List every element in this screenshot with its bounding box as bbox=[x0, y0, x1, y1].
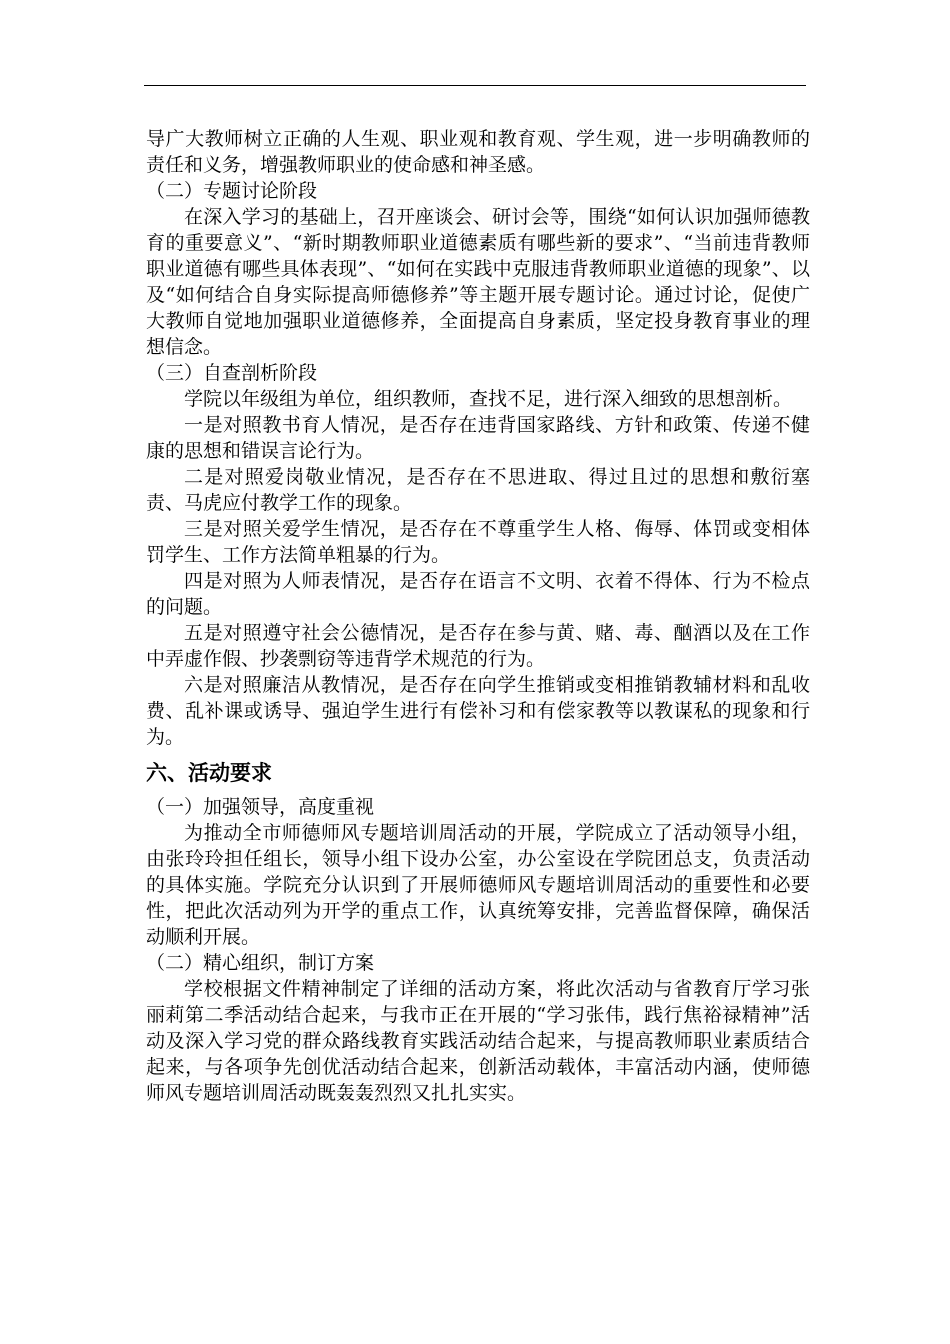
paragraph-item-2: 二是对照爱岗敬业情况，是否存在不思进取、得过且过的思想和敷衍塞责、马虎应付教学工作的现象。 bbox=[146, 466, 810, 514]
paragraph-item-5: 五是对照遵守社会公德情况，是否存在参与黄、赌、毒、酗酒以及在工作中弄虚作假、抄袭剽窃等违背学术规范的行为。 bbox=[146, 622, 810, 670]
subheading-organization: （二）精心组织，制订方案 bbox=[146, 952, 375, 974]
paragraph-self-examination: 学院以年级组为单位，组织教师，查找不足，进行深入细致的思想剖析。 bbox=[184, 388, 793, 410]
paragraph-leadership: 为推动全市师德师风专题培训周活动的开展，学院成立了活动领导小组，由张玲玲担任组长，领导小组下设办公室，办公室设在学院团总支，负责活动的具体实施。学院充分认识到了开展师德师风专题培训周活动的重要性和必要性，把此次活动列为开学的重点工作，认真统筹安排，完善监督保障，确保活动顺利开展。 bbox=[146, 822, 810, 948]
paragraph-organization: 学校根据文件精神制定了详细的活动方案，将此次活动与省教育厅学习张丽莉第二季活动结合起来，与我市正在开展的“学习张伟，践行焦裕禄精神”活动及深入学习党的群众路线教育实践活动结合起来，与提高教师职业素质结合起来，与各项争先创优活动结合起来，创新活动载体，丰富活动内涵，使师德师风专题培训周活动既轰轰烈烈又扎扎实实。 bbox=[146, 978, 810, 1104]
paragraph-item-3: 三是对照关爱学生情况，是否存在不尊重学生人格、侮辱、体罚或变相体罚学生、工作方法简单粗暴的行为。 bbox=[146, 518, 810, 566]
paragraph-item-4: 四是对照为人师表情况，是否存在语言不文明、衣着不得体、行为不检点的问题。 bbox=[146, 570, 810, 618]
paragraph-item-6: 六是对照廉洁从教情况，是否存在向学生推销或变相推销教辅材料和乱收费、乱补课或诱导、强迫学生进行有偿补习和有偿家教等以教谋私的现象和行为。 bbox=[146, 674, 810, 748]
paragraph-continuation: 导广大教师树立正确的人生观、职业观和教育观、学生观，进一步明确教师的责任和义务，增强教师职业的使命感和神圣感。 bbox=[146, 128, 810, 176]
subheading-topic-discussion: （二）专题讨论阶段 bbox=[146, 180, 318, 202]
paragraph-item-1: 一是对照教书育人情况，是否存在违背国家路线、方针和政策、传递不健康的思想和错误言论行为。 bbox=[146, 414, 810, 462]
document-body bbox=[146, 126, 810, 1106]
header-rule bbox=[144, 85, 806, 86]
subheading-leadership: （一）加强领导，高度重视 bbox=[146, 796, 375, 818]
section-heading-requirements: 六、活动要求 bbox=[146, 761, 272, 785]
subheading-self-examination: （三）自查剖析阶段 bbox=[146, 362, 318, 384]
paragraph-discussion: 在深入学习的基础上，召开座谈会、研讨会等，围绕“如何认识加强师德教育的重要意义”、“新时期教师职业道德素质有哪些新的要求”、“当前违背教师职业道德有哪些具体表现”、“如何在实践中克服违背教师职业道德的现象”、以及“如何结合自身实际提高师德修养”等主题开展专题讨论。通过讨论，促使广大教师自觉地加强职业道德修养，全面提高自身素质，坚定投身教育事业的理想信念。 bbox=[146, 206, 810, 358]
